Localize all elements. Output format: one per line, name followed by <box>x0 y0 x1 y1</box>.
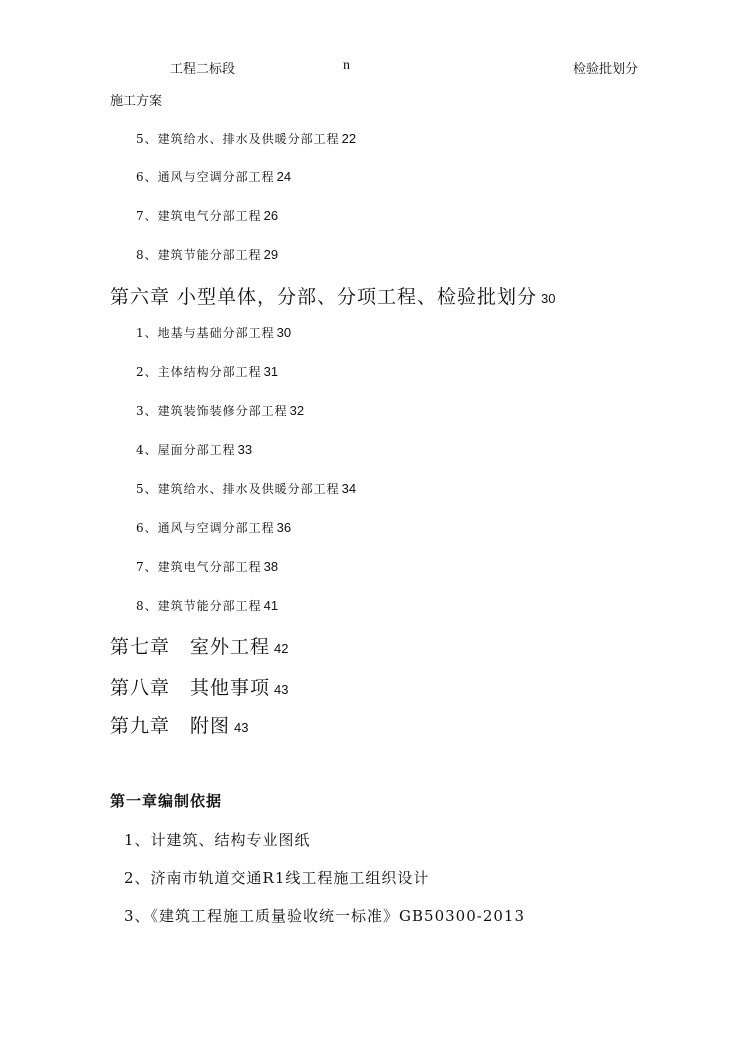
section-heading: 第一章编制依据 <box>110 792 223 810</box>
toc-item-label: 5、建筑给水、排水及供暖分部工程 <box>136 482 340 496</box>
toc-item-label: 6、通风与空调分部工程 <box>136 170 275 184</box>
toc-item-page: 26 <box>263 208 279 223</box>
toc-item-page: 24 <box>276 169 292 184</box>
toc-chapter-title: 室外工程 <box>190 636 271 658</box>
toc-item-label: 1、地基与基础分部工程 <box>136 326 275 340</box>
basis-item: 2、济南市轨道交通R1线工程施工组织设计 <box>124 869 430 887</box>
toc-item-label: 2、主体结构分部工程 <box>136 365 262 379</box>
toc-chapter-page: 30 <box>541 291 556 306</box>
toc-item-page: 30 <box>276 325 292 340</box>
toc-item[interactable] <box>136 207 278 224</box>
basis-item: 1、计建筑、结构专业图纸 <box>124 831 311 849</box>
basis-item: 3、《建筑工程施工质量验收统一标准》GB50300-2013 <box>124 907 526 925</box>
toc-item-label: 3、建筑装饰装修分部工程 <box>136 404 288 418</box>
toc-item[interactable] <box>136 130 356 147</box>
toc-item-label: 7、建筑电气分部工程 <box>136 209 262 223</box>
toc-item-page: 31 <box>263 364 279 379</box>
toc-item[interactable] <box>136 519 291 536</box>
toc-item-page: 38 <box>263 559 279 574</box>
toc-item-page: 32 <box>289 403 305 418</box>
toc-item-page: 22 <box>341 131 357 146</box>
toc-chapter-page: 42 <box>274 641 289 656</box>
toc-item-label: 8、建筑节能分部工程 <box>136 599 262 613</box>
toc-item-label: 7、建筑电气分部工程 <box>136 560 262 574</box>
toc-chapter-label: 第六章 小型单体，分部、分项工程、检验批划分 <box>110 286 538 308</box>
toc-chapter-number: 第九章 <box>110 715 171 737</box>
toc-item[interactable] <box>136 324 291 341</box>
toc-item[interactable] <box>136 480 356 497</box>
toc-chapter-8[interactable] <box>110 673 289 700</box>
toc-item[interactable] <box>136 246 278 263</box>
toc-item-page: 34 <box>341 481 357 496</box>
toc-item-page: 41 <box>263 598 279 613</box>
toc-item-label: 4、屋面分部工程 <box>136 443 236 457</box>
toc-chapter-7[interactable] <box>110 632 289 659</box>
toc-item[interactable] <box>136 441 252 458</box>
toc-chapter-page: 43 <box>234 720 249 735</box>
toc-item-label: 5、建筑给水、排水及供暖分部工程 <box>136 132 340 146</box>
document-type: 施工方案 <box>110 94 163 109</box>
toc-chapter-6[interactable] <box>110 282 556 309</box>
toc-chapter-page: 43 <box>274 682 289 697</box>
toc-chapter-title: 附图 <box>190 715 231 737</box>
toc-item[interactable] <box>136 168 291 185</box>
header-project: 工程二标段 <box>170 62 236 77</box>
toc-chapter-number: 第八章 <box>110 677 171 699</box>
toc-chapter-number: 第七章 <box>110 636 171 658</box>
header-page-marker: n <box>343 58 350 73</box>
header-topic: 检验批划分 <box>573 62 639 77</box>
toc-item-label: 8、建筑节能分部工程 <box>136 248 262 262</box>
toc-item-page: 36 <box>276 520 292 535</box>
toc-item-label: 6、通风与空调分部工程 <box>136 521 275 535</box>
toc-item[interactable] <box>136 402 304 419</box>
toc-item-page: 33 <box>237 442 253 457</box>
toc-item[interactable] <box>136 597 278 614</box>
toc-item[interactable] <box>136 363 278 380</box>
toc-chapter-title: 其他事项 <box>190 677 271 699</box>
toc-chapter-9[interactable] <box>110 711 249 738</box>
toc-item[interactable] <box>136 558 278 575</box>
toc-item-page: 29 <box>263 247 279 262</box>
